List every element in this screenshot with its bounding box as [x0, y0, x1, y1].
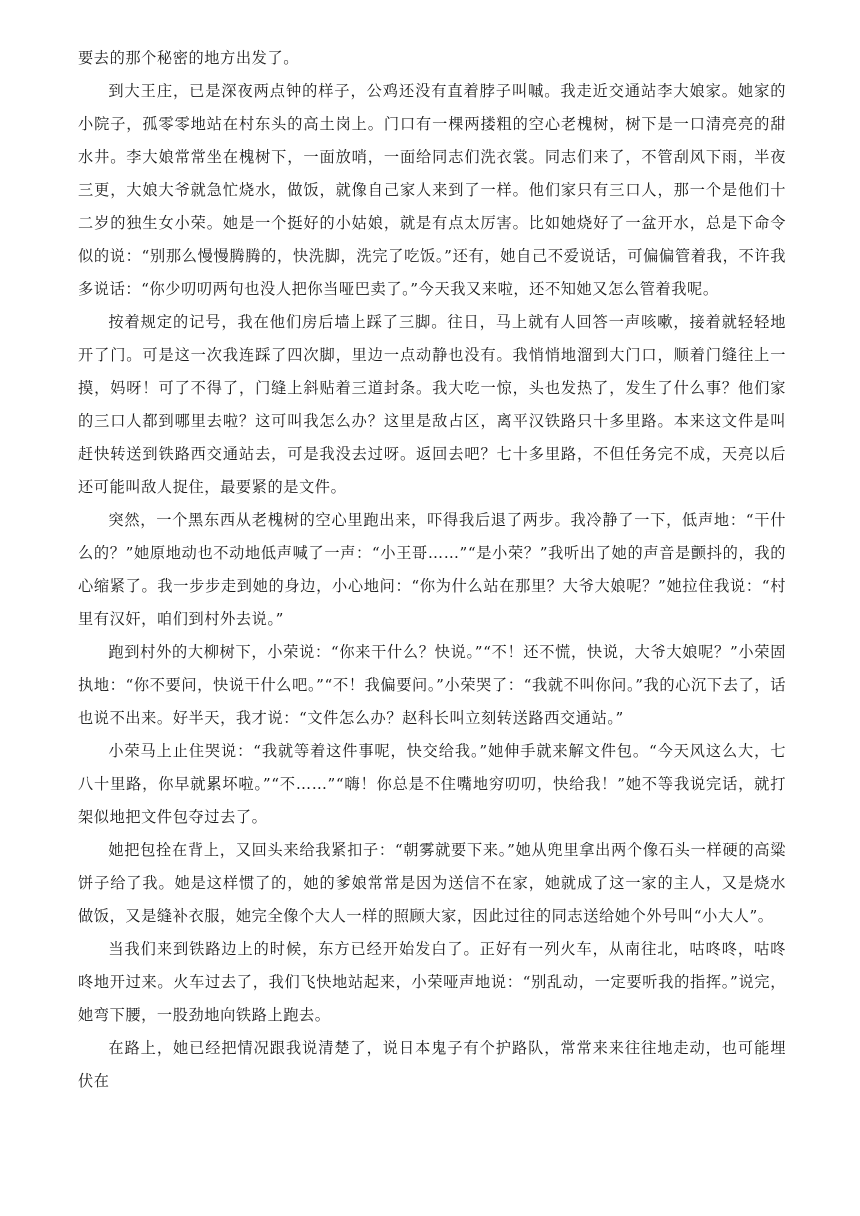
paragraph: 当我们来到铁路边上的时候，东方已经开始发白了。正好有一列火车，从南往北，咕咚咚，咕咚咚地开过来。火车过去了，我们飞快地站起来，小荣哑声地说：“别乱动，一定要听我的指挥。”说完，她弯下腰，一股劲地向铁路上跑去。 [78, 940, 786, 1024]
story-text [78, 42, 786, 1098]
paragraph: 到大王庄，已是深夜两点钟的样子，公鸡还没有直着脖子叫嘁。我走近交通站李大娘家。她家的小院子，孤零零地站在村东头的高土岗上。门口有一棵两搂粗的空心老槐树，树下是一口清亮亮的甜水井。李大娘常常坐在槐树下，一面放哨，一面给同志们洗衣裳。同志们来了，不管刮风下雨，半夜三更，大娘大爷就急忙烧水，做饭，就像自己家人来到了一样。他们家只有三口人，那一个是他们十二岁的独生女小荣。她是一个挺好的小姑娘，就是有点太厉害。比如她烧好了一盆开水，总是下命令似的说：“别那么慢慢腾腾的，快洗脚，洗完了吃饭。”还有，她自己不爱说话，可偏偏管着我，不许我多说话：“你少叨叨两句也没人把你当哑巴卖了。”今天我又来啦，还不知她又怎么管着我呢。 [78, 82, 786, 298]
paragraph: 她把包拴在背上，又回头来给我紧扣子：“朝雾就要下来。”她从兜里拿出两个像石头一样硬的高粱饼子给了我。她是这样惯了的，她的爹娘常常是因为送信不在家，她就成了这一家的主人，又是烧水做饭，又是缝补衣服，她完全像个大人一样的照顾大家，因此过往的同志送给她个外号叫“小大人”。 [78, 841, 786, 925]
paragraph: 跑到村外的大柳树下，小荣说：“你来干什么？快说。”“不！还不慌，快说，大爷大娘呢？”小荣固执地：“你不要问，快说干什么吧。”“不！我偏要问。”小荣哭了：“我就不叫你问。”我的心沉下去了，话也说不出来。好半天，我才说：“文件怎么办？赵科长叫立刻转送路西交通站。” [78, 643, 786, 727]
paragraph: 按着规定的记号，我在他们房后墙上踩了三脚。往日，马上就有人回答一声咳嗽，接着就轻轻地开了门。可是这一次我连踩了四次脚，里边一点动静也没有。我悄悄地溜到大门口，顺着门缝往上一摸，妈呀！可了不得了，门缝上斜贴着三道封条。我大吃一惊，头也发热了，发生了什么事？他们家的三口人都到哪里去啦？这可叫我怎么办？这里是敌占区，离平汉铁路只十多里路。本来这文件是叫赶快转送到铁路西交通站去，可是我没去过呀。返回去吧？七十多里路，不但任务完不成，天亮以后还可能叫敌人捉住，最要紧的是文件。 [78, 313, 786, 496]
paragraph: 小荣马上止住哭说：“我就等着这件事呢，快交给我。”她伸手就来解文件包。“今天风这么大，七八十里路，你早就累坏啦。”“不……”“嗨！你总是不住嘴地穷叨叨，快给我！”她不等我说完话，就打架似地把文件包夺过去了。 [78, 742, 786, 826]
paragraph-continuation: 要去的那个秘密的地方出发了。 [78, 49, 300, 67]
paragraph: 突然，一个黑东西从老槐树的空心里跑出来，吓得我后退了两步。我冷静了一下，低声地：“干什么的？”她原地动也不动地低声喊了一声：“小王哥……”“是小荣？”我听出了她的声音是颤抖的，我的心缩紧了。我一步步走到她的身边，小心地问：“你为什么站在那里？大爷大娘呢？”她拉住我说：“村里有汉奸，咱们到村外去说。” [78, 511, 786, 628]
paragraph: 在路上，她已经把情况跟我说清楚了，说日本鬼子有个护路队，常常来来往往地走动，也可能埋伏在 [78, 1039, 786, 1090]
